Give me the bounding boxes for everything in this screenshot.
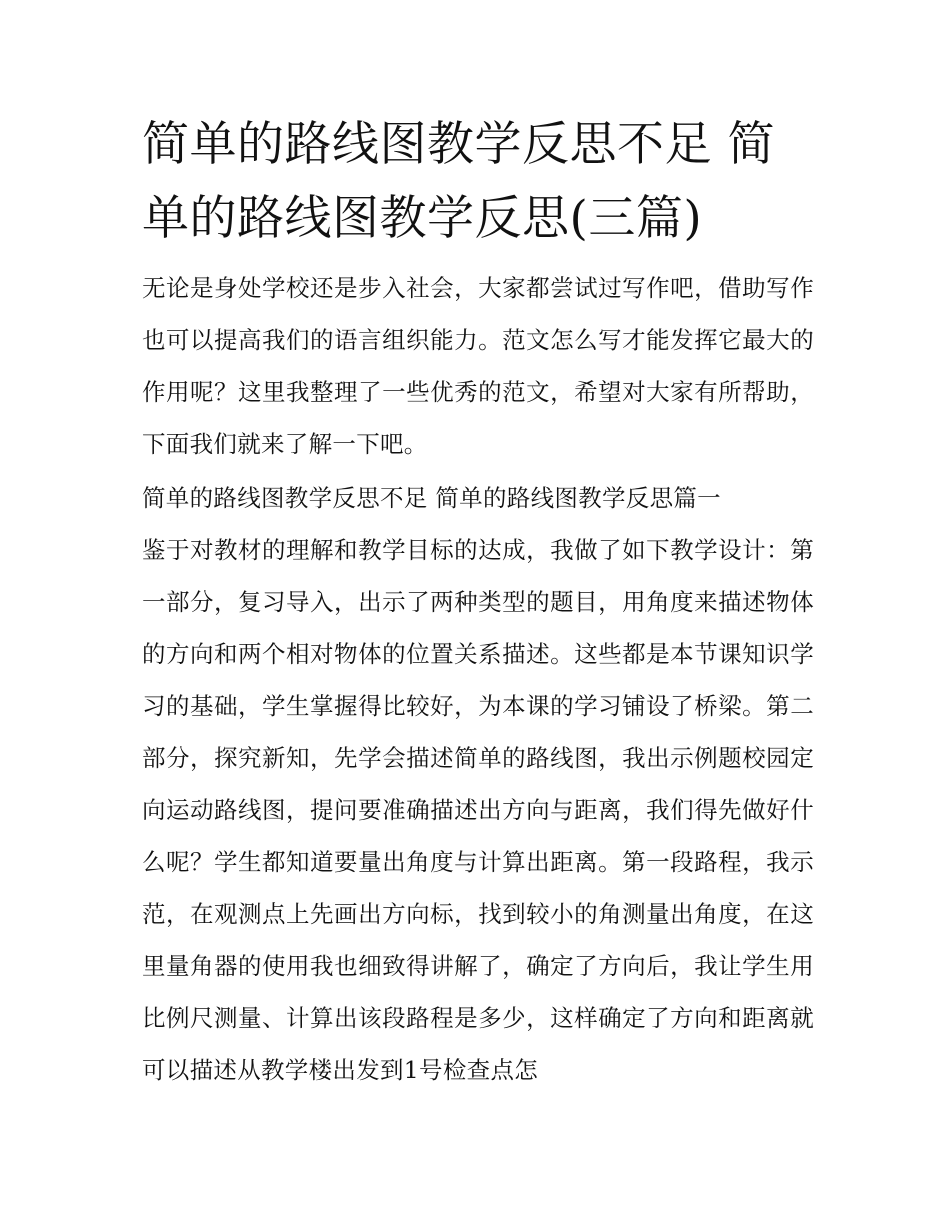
body-paragraph: 鉴于对教材的理解和教学目标的达成，我做了如下教学设计：第一部分，复习导入，出示了两种类型的题目，用角度来描述物体的方向和两个相对物体的位置关系描述。这些都是本节课知识学习的基础，学生掌握得比较好，为本课的学习铺设了桥梁。第二部分，探究新知，先学会描述简单的路线图，我出示例题校园定向运动路线图，提问要准确描述出方向与距离，我们得先做好什么呢？学生都知道要量出角度与计算出距离。第一段路程，我示范，在观测点上先画出方向标，找到较小的角测量出角度，在这里量角器的使用我也细致得讲解了，确定了方向后，我让学生用比例尺测量、计算出该段路程是多少，这样确定了方向和距离就可以描述从教学楼出发到1号检查点怎 (142, 536, 814, 1084)
document-page (142, 108, 814, 1096)
intro-paragraph: 无论是身处学校还是步入社会，大家都尝试过写作吧，借助写作也可以提高我们的语言组织能力。范文怎么写才能发挥它最大的作用呢？这里我整理了一些优秀的范文，希望对大家有所帮助，下面我们就来了解一下吧。 (142, 274, 814, 458)
section-heading: 简单的路线图教学反思不足 简单的路线图教学反思篇一 (142, 484, 721, 512)
document-title: 简单的路线图教学反思不足 简单的路线图教学反思(三篇) (142, 117, 775, 246)
